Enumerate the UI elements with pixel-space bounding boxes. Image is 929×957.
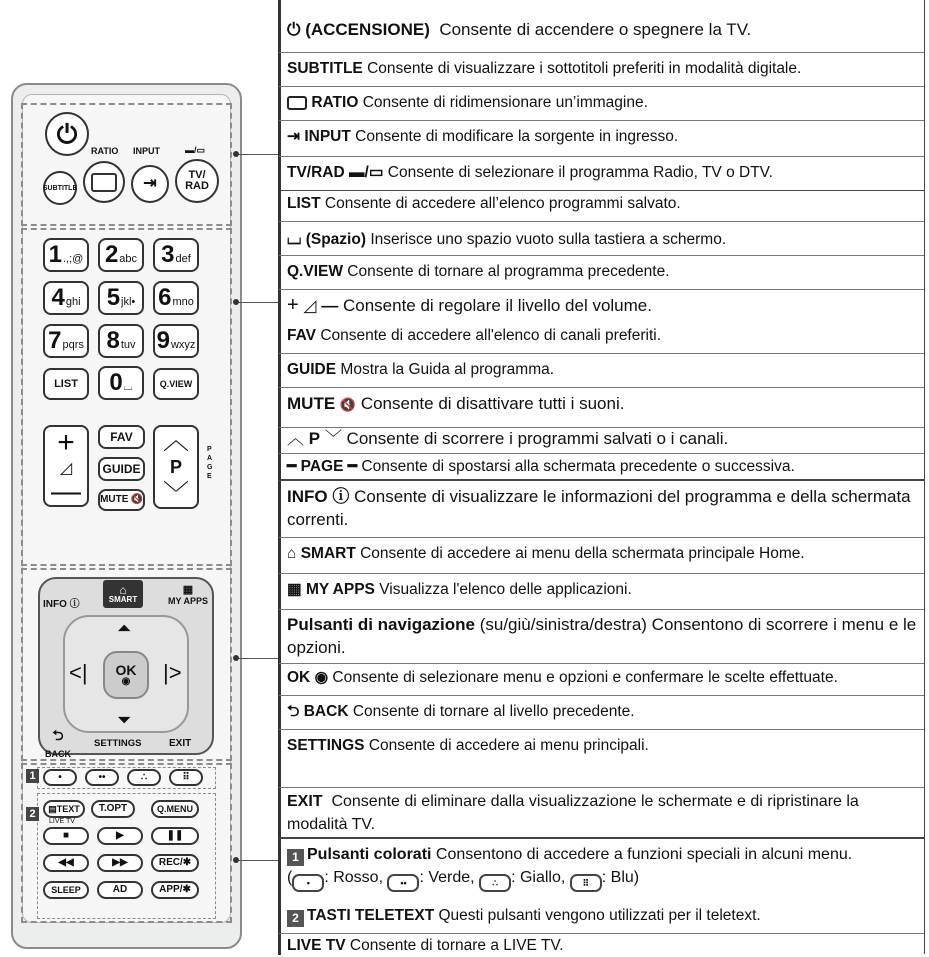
red-button[interactable]: •	[43, 769, 77, 786]
group-marker	[278, 0, 281, 191]
desc-settings: SETTINGS Consente di accedere ai menu principali.	[287, 737, 649, 754]
number-key-7[interactable]: 7 pqrs	[43, 324, 89, 358]
description-panel	[278, 0, 929, 954]
separator	[279, 573, 924, 574]
desc-space: ⌴ (Spazio) Inserisce uno spazio vuoto sulla tastiera a schermo.	[287, 228, 727, 248]
separator	[279, 221, 924, 222]
rewind-button[interactable]	[43, 854, 89, 872]
right-arrow-icon[interactable]: |>	[163, 660, 182, 685]
fastforward-icon: ▶▶	[112, 857, 128, 868]
group-navigation	[278, 480, 925, 788]
home-icon: ⌂	[287, 545, 297, 562]
desc-qview: Q.VIEW Consente di tornare al programma precedente.	[287, 263, 670, 280]
separator	[279, 537, 924, 538]
badge-2: 2	[287, 910, 304, 927]
tvrad-icon: ▬/▭	[349, 164, 384, 181]
text-button[interactable]: ▤ TEXT	[43, 800, 85, 818]
exit-button[interactable]: EXIT	[169, 738, 192, 749]
desc-subtitle: SUBTITLE Consente di visualizzare i sottotitoli preferiti in modalità digitale.	[287, 60, 802, 77]
fastforward-button[interactable]	[97, 854, 143, 872]
separator	[279, 52, 924, 53]
ratio-label: RATIO	[91, 146, 119, 156]
fav-button[interactable]: FAV	[98, 425, 145, 449]
number-key-2[interactable]: 2 abc	[98, 238, 144, 272]
green-button[interactable]: ••	[85, 769, 119, 786]
group-marker	[278, 428, 281, 480]
number-key-4[interactable]: 4 ghi	[43, 281, 89, 315]
group-marker	[278, 481, 281, 789]
separator	[279, 353, 924, 354]
group-teletext	[278, 838, 925, 954]
rec-button[interactable]: REC/✱	[151, 854, 199, 872]
guide-button[interactable]: GUIDE	[98, 457, 145, 481]
apps-grid-icon: ▦	[182, 584, 194, 596]
badge-1: 1	[26, 769, 39, 783]
connector-line-2	[239, 302, 278, 303]
desc-program: ︿ P ﹀ Consente di scorrere i programmi salvati o i canali.	[287, 429, 729, 448]
text-icon: ▤	[48, 803, 57, 814]
left-arrow-icon[interactable]: <|	[69, 660, 88, 685]
subtitle-button[interactable]: SUBTITLE	[43, 171, 77, 205]
ad-button[interactable]: AD	[97, 881, 143, 899]
desc-ratio: RATIO Consente di ridimensionare un’immagine.	[287, 92, 918, 114]
program-down-icon: ﹀	[324, 429, 342, 448]
ok-dot-icon: ◉	[314, 669, 329, 686]
space-icon: ⌴	[123, 380, 133, 393]
desc-back: ⮌ BACK Consente di tornare al livello precedente.	[287, 703, 635, 720]
separator	[279, 387, 924, 388]
up-arrow-icon[interactable]: ⏶	[117, 618, 132, 638]
ok-button[interactable]: OK ◉	[103, 651, 149, 699]
connector-line-3	[239, 658, 278, 659]
page-right-icon: ━	[347, 458, 358, 475]
separator	[279, 120, 924, 121]
program-up-icon: ︿	[162, 425, 189, 455]
stop-icon: ■	[62, 830, 70, 841]
connector-line-1	[239, 154, 278, 155]
list-button[interactable]: LIST	[43, 368, 89, 400]
connector-line-4	[239, 860, 278, 861]
desc-teletext: 2 TASTI TELETEXT Questi pulsanti vengono utilizzati per il teletext.	[287, 905, 918, 927]
space-icon: ⌴	[287, 228, 302, 248]
ratio-icon	[287, 96, 307, 110]
number-key-5[interactable]: 5 jkl•	[98, 281, 144, 315]
yellow-button-icon: ∴	[479, 874, 511, 892]
desc-livetv: LIVE TV Consente di tornare a LIVE TV.	[287, 937, 564, 954]
topt-button[interactable]: T.OPT	[91, 800, 135, 818]
volume-up-icon: +	[57, 426, 75, 459]
input-button[interactable]	[131, 165, 169, 203]
desc-colored: 1 Pulsanti colorati Consentono di accedere a funzioni speciali in alcuni menu. ( • : Rosso, •• : Verde, ∴ : Giallo, ⠿ : Blu)	[287, 843, 918, 892]
number-key-8[interactable]: 8 tuv	[98, 324, 144, 358]
ratio-icon	[91, 173, 117, 192]
mute-button[interactable]: MUTE 🔇	[98, 489, 145, 511]
desc-info: INFO ⓘ Consente di visualizzare le informazioni del programma e della schermata correnti.	[287, 487, 911, 529]
livetv-label: LIVE TV	[49, 818, 75, 825]
desc-page: ━ PAGE ━ Consente di spostarsi alla schermata precedente o successiva.	[287, 458, 795, 475]
volume-down-icon: —	[321, 296, 339, 315]
rewind-icon: ◀◀	[58, 857, 74, 868]
desc-fav: FAV Consente di accedere all'elenco di canali preferiti.	[287, 327, 662, 344]
power-button[interactable]: ⏻	[45, 112, 89, 156]
group-marker	[278, 788, 281, 838]
ratio-button[interactable]	[83, 161, 125, 203]
yellow-button[interactable]: ∴	[127, 769, 161, 786]
green-button-icon: ••	[387, 874, 419, 892]
smart-button[interactable]: ⌂ SMART	[103, 580, 143, 608]
back-button[interactable]: ⮌ BACK	[45, 727, 71, 759]
program-up-icon: ︿	[287, 429, 304, 448]
desc-volume: + ◿ — Consente di regolare il livello del volume.	[287, 294, 652, 316]
number-key-1[interactable]: 1 .,;@	[43, 238, 89, 272]
separator	[279, 255, 924, 256]
tvrad-button[interactable]: TV/ RAD	[175, 159, 219, 203]
play-icon: ▶	[116, 830, 124, 841]
mute-icon: 🔇	[130, 494, 143, 505]
desc-guide: GUIDE Mostra la Guida al programma.	[287, 361, 555, 378]
separator	[279, 663, 924, 664]
separator	[279, 289, 924, 290]
group-exit	[278, 788, 925, 838]
info-button[interactable]: INFO ⓘ	[43, 599, 80, 610]
settings-button[interactable]: SETTINGS	[94, 738, 142, 749]
back-icon: ⮌	[52, 727, 64, 743]
desc-input: ⇥ INPUT Consente di modificare la sorgente in ingresso.	[287, 128, 679, 145]
myapps-button[interactable]: ▦ MY APPS	[163, 583, 213, 606]
stop-button[interactable]	[43, 827, 89, 845]
down-arrow-icon[interactable]: ⏷	[117, 710, 132, 730]
separator	[279, 86, 924, 87]
remote-body	[22, 94, 231, 923]
number-key-9[interactable]: 9 wxyz	[153, 324, 199, 358]
badge-1: 1	[287, 849, 304, 866]
volume-icon: ◿	[303, 296, 317, 315]
number-key-3[interactable]: 3 def	[153, 238, 199, 272]
desc-power: ⏻ (ACCENSIONE) Consente di accendere o spegnere la TV.	[287, 20, 752, 39]
desc-mute: MUTE 🔇 Consente di disattivare tutti i suoni.	[287, 394, 625, 413]
info-icon: ⓘ	[332, 487, 350, 506]
group-marker	[278, 839, 281, 955]
pause-button[interactable]	[151, 827, 199, 845]
input-icon: ⇥	[143, 175, 157, 192]
program-down-icon: ﹀	[162, 479, 189, 509]
apps-grid-icon: ▦	[287, 581, 302, 598]
blue-button[interactable]: ⠿	[169, 769, 203, 786]
qmenu-button[interactable]: Q.MENU	[151, 800, 199, 818]
separator	[279, 695, 924, 696]
zero-space-button[interactable]: 0 ⌴	[98, 366, 144, 400]
sleep-button[interactable]: SLEEP	[43, 881, 89, 899]
page-label: PAGE	[207, 446, 213, 480]
home-icon: ⌂	[119, 583, 127, 597]
badge-2: 2	[26, 807, 39, 821]
group-power	[278, 0, 925, 191]
volume-up-icon: +	[287, 294, 299, 316]
ok-dot-icon: ◉	[121, 676, 131, 687]
red-button-icon: •	[292, 874, 324, 892]
qview-button[interactable]: Q.VIEW	[153, 368, 199, 400]
desc-navigation: Pulsanti di navigazione (su/giù/sinistra/destra) Consentono di scorrere i menu e le opzioni.	[287, 615, 917, 657]
mute-icon: 🔇	[339, 397, 357, 412]
number-key-6[interactable]: 6 mno	[153, 281, 199, 315]
separator	[279, 729, 924, 730]
group-numpad	[278, 191, 925, 428]
separator	[279, 453, 924, 454]
separator	[279, 933, 924, 934]
desc-exit: EXIT Consente di eliminare dalla visualizzazione le schermate e di ripristinare la modalità TV.	[287, 793, 859, 833]
power-icon: ⏻	[287, 20, 301, 39]
play-button[interactable]	[97, 827, 143, 845]
desc-list: LIST Consente di accedere all’elenco programmi salvato.	[287, 195, 681, 212]
info-icon: ⓘ	[69, 599, 80, 610]
desc-tvrad: TV/RAD ▬/▭ Consente di selezionare il programma Radio, TV o DTV.	[287, 164, 773, 181]
input-label: INPUT	[133, 146, 160, 156]
separator	[279, 787, 924, 788]
separator	[279, 156, 924, 157]
group-marker	[278, 191, 281, 428]
page-left-icon: ━	[287, 458, 297, 475]
volume-icon: ◿	[59, 460, 73, 477]
program-rocker[interactable]: ︿ P ﹀	[153, 425, 199, 509]
tvrad-icon: ▬/▭	[185, 145, 206, 155]
group-program	[278, 428, 925, 480]
remote-control	[11, 83, 242, 949]
blue-button-icon: ⠿	[570, 874, 602, 892]
desc-smart: ⌂ SMART Consente di accedere ai menu della schermata principale Home.	[287, 545, 805, 562]
input-icon: ⇥	[287, 128, 300, 145]
back-icon: ⮌	[287, 703, 300, 720]
desc-myapps: ▦ MY APPS Visualizza l'elenco delle applicazioni.	[287, 581, 632, 598]
pause-icon: ❚❚	[166, 830, 184, 841]
separator	[279, 609, 924, 610]
volume-rocker[interactable]	[43, 425, 89, 507]
app-button[interactable]: APP/✱	[151, 881, 199, 899]
volume-down-icon: —	[51, 475, 81, 508]
desc-ok: OK ◉ Consente di selezionare menu e opzioni e confermare le scelte effettuate.	[287, 669, 838, 686]
